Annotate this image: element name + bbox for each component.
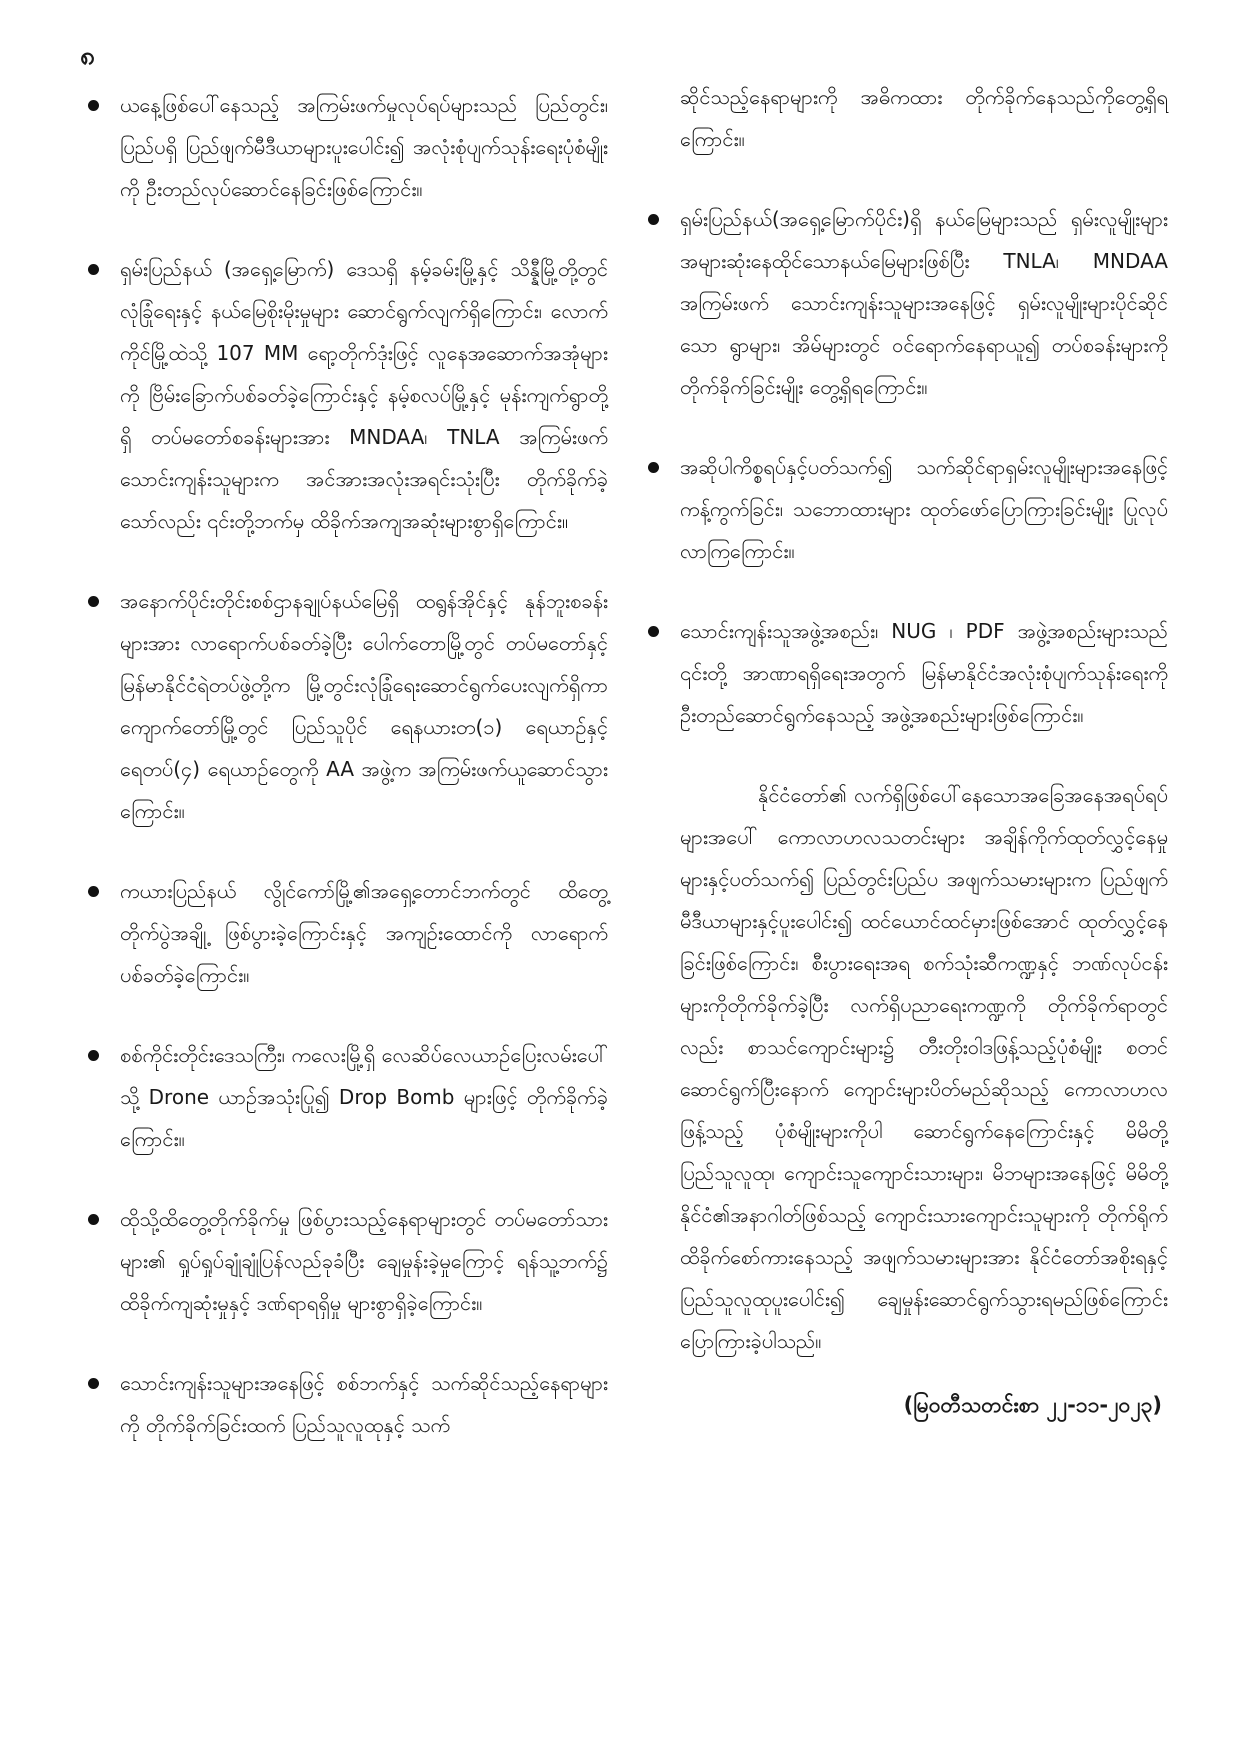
right-bullet-list bbox=[638, 198, 1168, 736]
body-paragraph: နိုင်ငံတော်၏ လက်ရှိဖြစ်ပေါ်နေသောအခြေအနေအရပ်ရပ်များအပေါ် ကောလာဟလသတင်းများ အချိန်ကိုက်ထုတ်လွှင့်နေမှုများနှင့်ပတ်သက်၍ ပြည်တွင်းပြည်ပ အဖျက်သမားများက ပြည်ဖျက်မီဒီယာများနှင့်ပူးပေါင်း၍ ထင်ယောင်ထင်မှားဖြစ်အောင် ထုတ်လွှင့်နေခြင်းဖြစ်ကြောင်း၊ စီးပွားရေးအရ စက်သုံးဆီကဏ္ဍနှင့် ဘဏ်လုပ်ငန်းများကိုတိုက်ခိုက်ခဲ့ပြီး လက်ရှိပညာရေးကဏ္ဍကို တိုက်ခိုက်ရာတွင်လည်း စာသင်ကျောင်းများ၌ တီးတိုးဝါဒဖြန့်သည့်ပုံစံမျိုး စတင်ဆောင်ရွက်ပြီးနောက် ကျောင်းများပိတ်မည်ဆိုသည့် ကောလာဟလဖြန့်သည့် ပုံစံမျိုးများကိုပါ ဆောင်ရွက်နေကြောင်းနှင့် မိမိတို့ပြည်သူလူထု၊ ကျောင်းသူကျောင်းသားများ၊ မိဘများအနေဖြင့် မိမိတို့နိုင်ငံ၏အနာဂါတ်ဖြစ်သည့် ကျောင်းသားကျောင်းသူများကို တိုက်ရိုက်ထိခိုက်စော်ကားနေသည့် အဖျက်သမားများအား နိုင်ငံတော်အစိုးရနှင့် ပြည်သူလူထုပူးပေါင်း၍ ချေမှုန်းဆောင်ရွက်သွားရမည်ဖြစ်ကြောင်း ပြောကြားခဲ့ပါသည်။ bbox=[680, 783, 1168, 1353]
bullet-icon bbox=[88, 1378, 99, 1389]
bullet-icon bbox=[88, 596, 99, 607]
bullet-icon bbox=[88, 1214, 99, 1225]
bullet-icon bbox=[88, 1050, 99, 1061]
list-item-text: အနောက်ပိုင်းတိုင်းစစ်ဌာနချုပ်နယ်မြေရှိ ထရွန်အိုင်နှင့် နုန်ဘူးစခန်းများအား လာရောက်ပစ်ခတ်ခဲ့ပြီး ပေါက်တောမြို့တွင် တပ်မတော်နှင့် မြန်မာနိုင်ငံရဲတပ်ဖွဲ့တို့က မြို့တွင်းလုံခြုံရေးဆောင်ရွက်ပေးလျက်ရှိကာ ကျောက်တော်မြို့တွင် ပြည်သူပိုင် ရေနယားတ(၁) ရေယာဉ်နှင့် ရေတပ်(၄) ရေယာဉ်တွေကို AA အဖွဲ့က အကြမ်းဖက်ယူဆောင်သွားကြောင်း။ bbox=[120, 589, 608, 823]
list-item-text: ရှမ်းပြည်နယ်(အရှေ့မြောက်ပိုင်း)ရှိ နယ်မြေများသည် ရှမ်းလူမျိုးများ အများဆုံးနေထိုင်သောနယ်မြေများဖြစ်ပြီး TNLA၊ MNDAA အကြမ်းဖက် သောင်းကျန်းသူများအနေဖြင့် ရှမ်းလူမျိုးများပိုင်ဆိုင်သော ရွာများ၊ အိမ်များတွင် ဝင်ရောက်နေရာယူ၍ တပ်စခန်းများကို တိုက်ခိုက်ခြင်းမျိုး တွေ့ရှိရကြောင်း။ bbox=[680, 207, 1168, 399]
bullet-icon bbox=[88, 100, 99, 111]
page-number: ၈ bbox=[80, 41, 95, 71]
bullet-icon bbox=[648, 214, 659, 225]
source-citation: (မြဝတီသတင်းစာ ၂၂-၁၁-၂၀၂၃) bbox=[903, 1393, 1162, 1417]
list-item-text: ရှမ်းပြည်နယ် (အရှေ့မြောက်) ဒေသရှိ နမ့်ခမ်းမြို့နှင့် သိန္နီမြို့တို့တွင် လုံခြုံရေးနှင့် နယ်မြေစိုးမိုးမှုများ ဆောင်ရွက်လျက်ရှိကြောင်း၊ လောက်ကိုင်မြို့ထဲသို့ 107 MM ရော့တိုက်ဒုံးဖြင့် လူနေအဆောက်အအုံများကို ဗြိမ်းခြောက်ပစ်ခတ်ခဲ့ကြောင်းနှင့် နမ့်စလပ်မြို့နှင့် မုန်းကျက်ရွာတို့ရှိ တပ်မတော်စခန်းများအား MNDAA၊ TNLA အကြမ်းဖက်သောင်းကျန်းသူများက အင်အားအလုံးအရင်းသုံးပြီး တိုက်ခိုက်ခဲ့သော်လည်း ၎င်းတို့ဘက်မှ ထိခိုက်အကျအဆုံးများစွာရှိကြောင်း။ bbox=[120, 257, 608, 533]
list-item-text: ထိုသို့ထိတွေ့တိုက်ခိုက်မှု ဖြစ်ပွားသည့်နေရာများတွင် တပ်မတော်သားများ၏ ရှုပ်ရှုပ်ချုံချုံပြန်လည်ခုခံပြီး ချေမှုန်းခဲ့မှုကြောင့် ရန်သူ့ဘက်၌ ထိခိုက်ကျဆုံးမှုနှင့် ဒဏ်ရာရရှိမှု များစွာရှိခဲ့ကြောင်း။ bbox=[120, 1207, 608, 1315]
bullet-icon bbox=[648, 462, 659, 473]
list-item bbox=[78, 870, 608, 996]
list-item bbox=[638, 446, 1168, 572]
list-item-text: သောင်းကျန်းသူများအနေဖြင့် စစ်ဘက်နှင့် သက်ဆိုင်သည့်နေရာများကို တိုက်ခိုက်ခြင်းထက် ပြည်သူလူထုနှင့် သက် bbox=[120, 1371, 608, 1437]
list-item-text: ကယားပြည်နယ် လွိုင်ကော်မြို့၏အရှေ့တောင်ဘက်တွင် ထိတွေ့တိုက်ပွဲအချို့ ဖြစ်ပွားခဲ့ကြောင်းနှင့် အကျဉ်းထောင်ကို လာရောက်ပစ်ခတ်ခဲ့ကြောင်း။ bbox=[120, 879, 608, 987]
left-column bbox=[78, 84, 608, 1484]
left-bullet-list bbox=[78, 84, 608, 1446]
list-item bbox=[638, 198, 1168, 408]
list-item-text: စစ်ကိုင်းတိုင်းဒေသကြီး၊ ကလေးမြို့ရှိ လေဆိပ်လေယာဉ်ပြေးလမ်းပေါ်သို့ Drone ယာဉ်အသုံးပြု၍ Drop Bomb များဖြင့် တိုက်ခိုက်ခဲ့ကြောင်း။ bbox=[120, 1043, 608, 1151]
right-column bbox=[638, 76, 1168, 1423]
continuation-text: ဆိုင်သည့်နေရာများကို အဓိကထား တိုက်ခိုက်နေသည်ကိုတွေ့ရှိရကြောင်း။ bbox=[680, 85, 1168, 151]
list-item-text: အဆိုပါကိစ္စရပ်နှင့်ပတ်သက်၍ သက်ဆိုင်ရာရှမ်းလူမျိုးများအနေဖြင့် ကန့်ကွက်ခြင်း၊ သဘောထားများ ထုတ်ဖော်ပြောကြားခြင်းမျိုး ပြုလုပ်လာကြကြောင်း။ bbox=[680, 455, 1168, 563]
list-item bbox=[78, 248, 608, 542]
bullet-icon bbox=[88, 886, 99, 897]
list-item bbox=[78, 1362, 608, 1446]
list-item-text: သောင်းကျန်းသူအဖွဲ့အစည်း၊ NUG ၊ PDF အဖွဲ့အစည်းများသည် ၎င်းတို့ အာဏာရရှိရေးအတွက် မြန်မာနိုင်ငံအလုံးစုံပျက်သုန်းရေးကို ဦးတည်ဆောင်ရွက်နေသည့် အဖွဲ့အစည်းများဖြစ်ကြောင်း။ bbox=[680, 619, 1168, 727]
bullet-icon bbox=[648, 626, 659, 637]
list-item bbox=[78, 1034, 608, 1160]
list-item-text: ယနေ့ဖြစ်ပေါ်နေသည့် အကြမ်းဖက်မှုလုပ်ရပ်များသည် ပြည်တွင်း၊ ပြည်ပရှိ ပြည်ဖျက်မီဒီယာများပူးပေါင်း၍ အလုံးစုံပျက်သုန်းရေးပုံစံမျိုးကို ဦးတည်လုပ်ဆောင်နေခြင်းဖြစ်ကြောင်း။ bbox=[120, 93, 608, 201]
list-item bbox=[78, 580, 608, 832]
list-item bbox=[78, 84, 608, 210]
bullet-icon bbox=[88, 264, 99, 275]
list-item bbox=[638, 610, 1168, 736]
list-item bbox=[78, 1198, 608, 1324]
